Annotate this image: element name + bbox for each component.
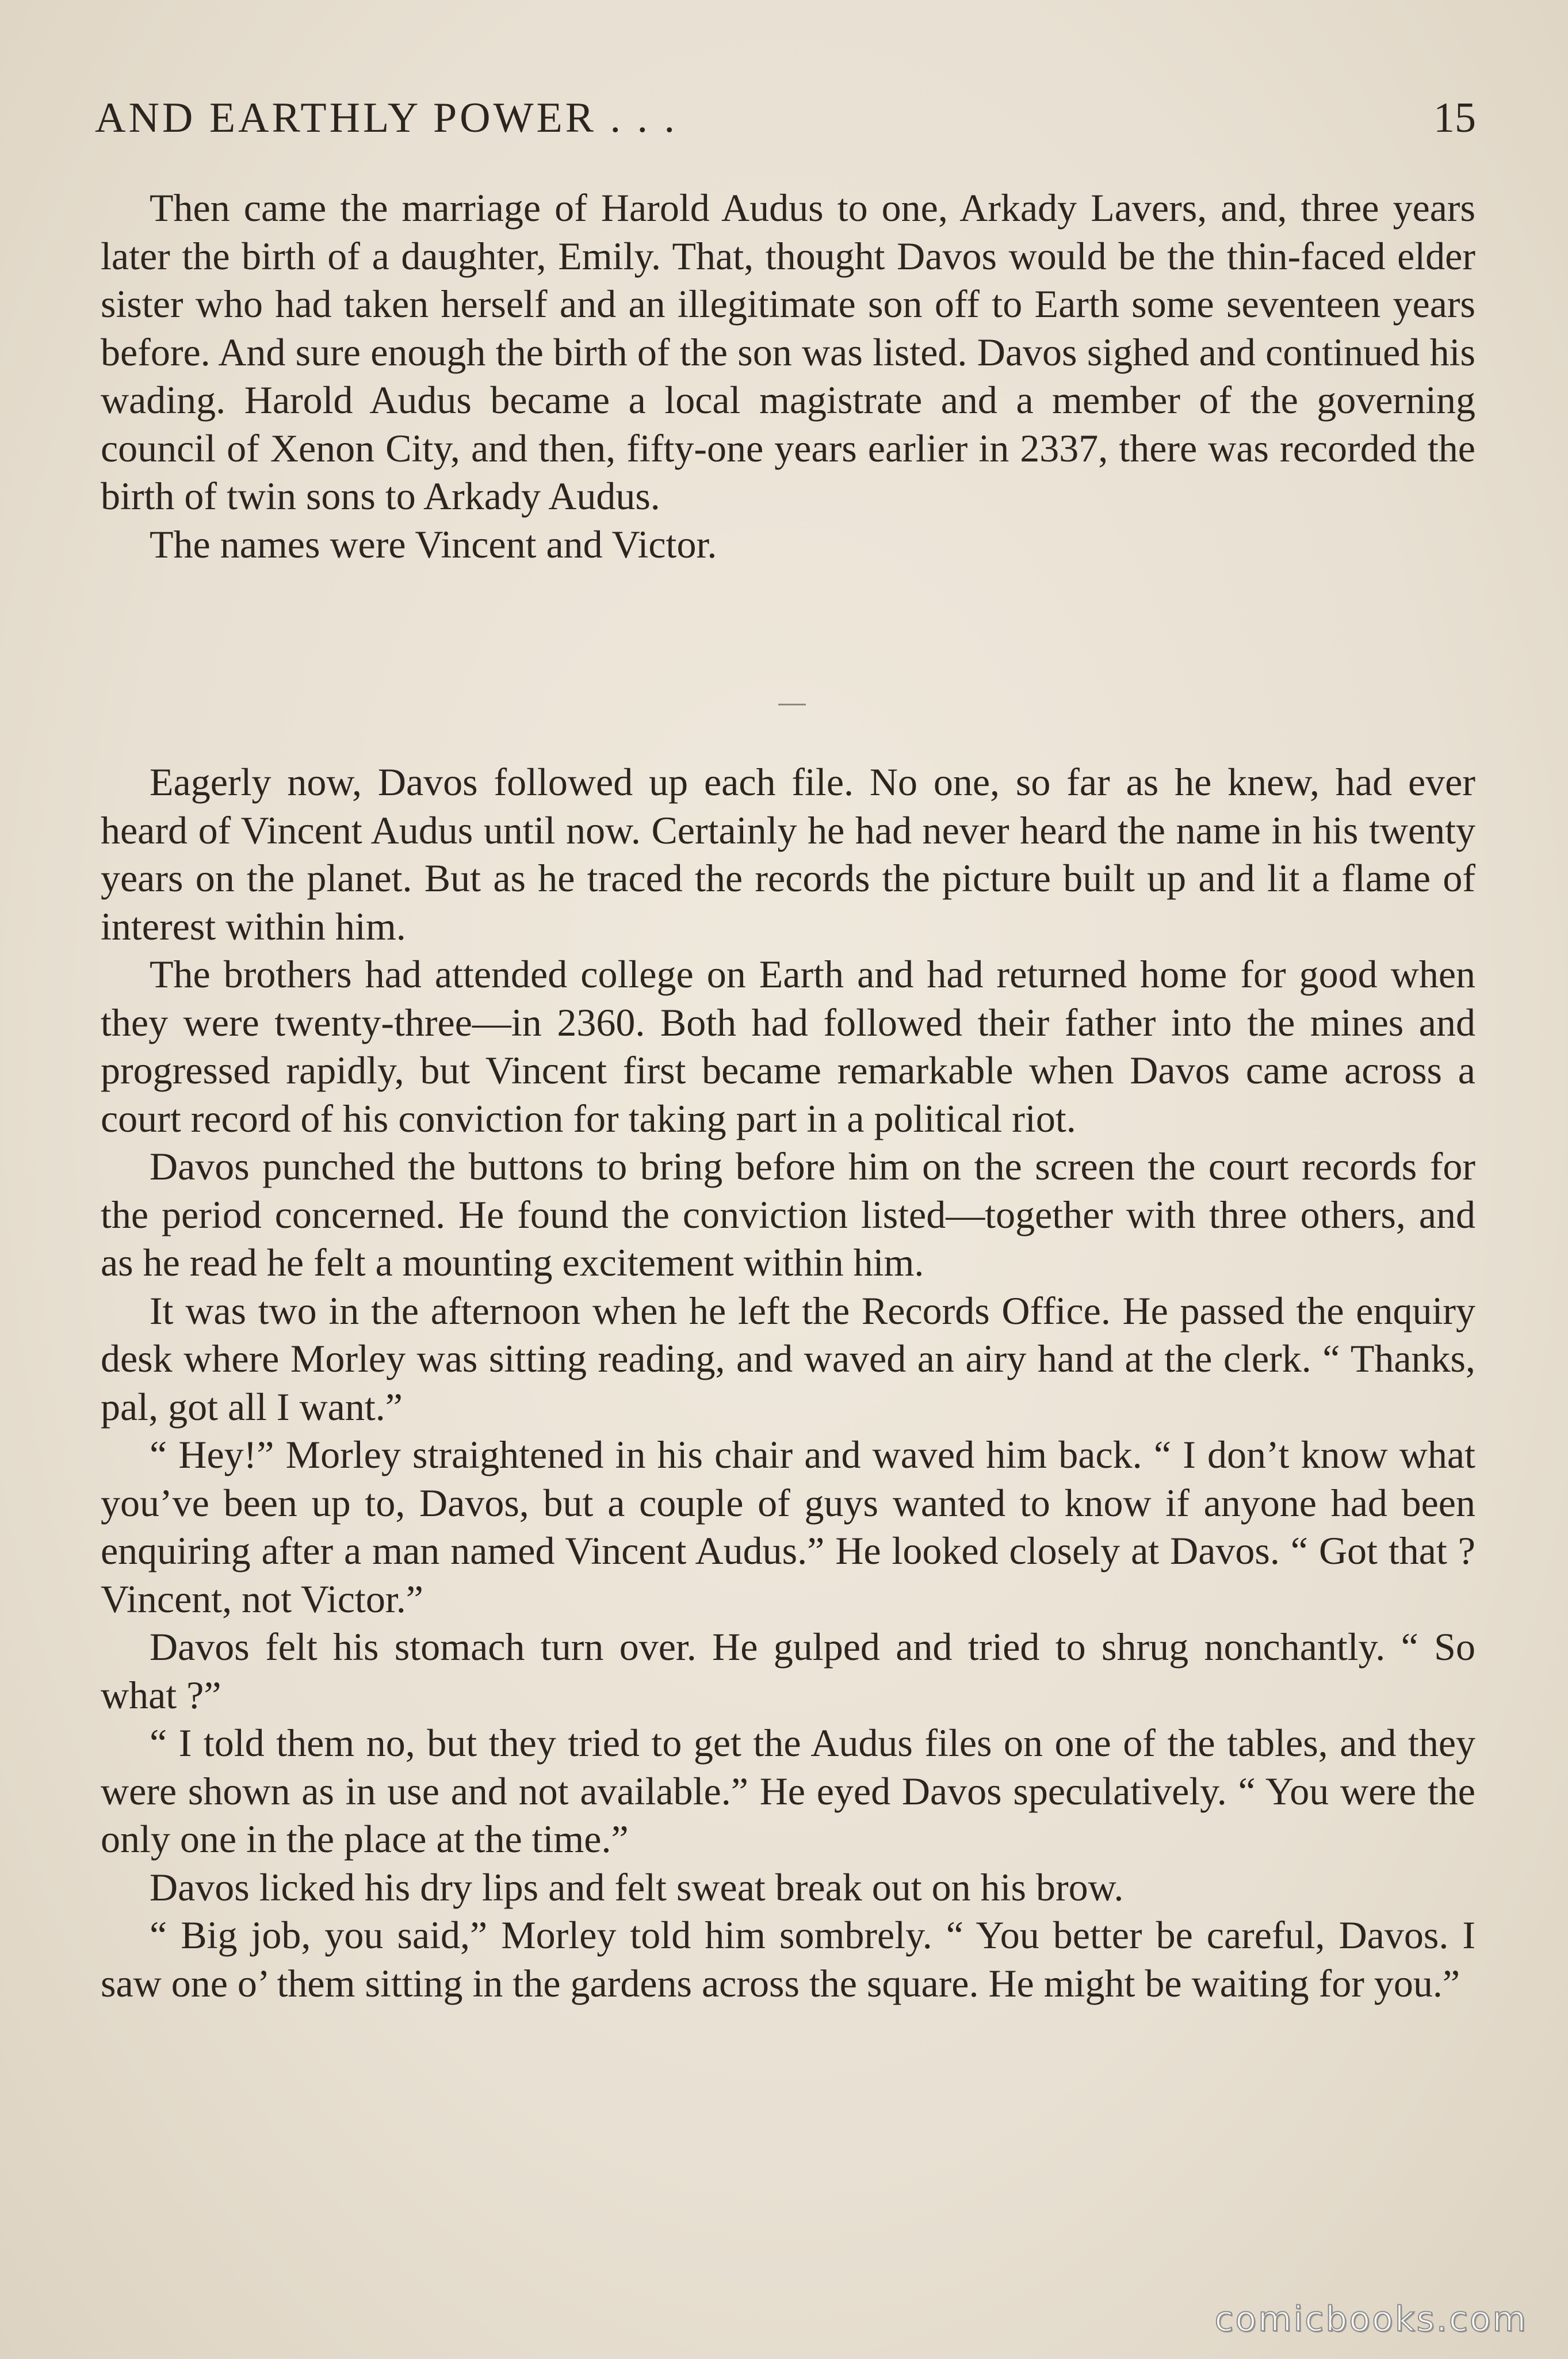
paragraph: The brothers had attended college on Earth and had returned home for good when they were twenty-three—in 2360. Both had followed their father into the mines and progressed rapidly, but Vincent first became remarkable when Davos came across a court record of his conviction for taking part in a political riot.	[101, 952, 1475, 1140]
paragraph: It was two in the afternoon when he left the Records Office. He passed the enquiry desk where Morley was sitting reading, and waved an airy hand at the clerk. “ Thanks, pal, got all I want.”	[101, 1288, 1475, 1429]
paragraph: Davos punched the buttons to bring before him on the screen the court records for the period concerned. He found the conviction listed—together with three others, and as he read he felt a mounting excitement within him.	[101, 1144, 1475, 1284]
section-break	[778, 704, 806, 705]
paragraph: Davos felt his stomach turn over. He gulped and tried to shrug nonchantly. “ So what ?”	[101, 1625, 1475, 1717]
paragraph: “ I told them no, but they tried to get the Audus files on one of the tables, and they were shown as in use and not available.” He eyed Davos speculatively. “ You were the only one in the place at the time.”	[101, 1721, 1475, 1861]
text-block-bottom	[101, 758, 1475, 2007]
page-number: 15	[1433, 94, 1476, 142]
paragraph: Then came the marriage of Harold Audus to one, Arkady Lavers, and, three years later the birth of a daughter, Emily. That, thought Davos would be the thin-faced elder sister who had taken herself and an illegitimate son off to Earth some seventeen years before. And sure enough the birth of the son was listed. Davos sighed and continued his wading. Harold Audus became a local magistrate and a member of the governing council of Xenon City, and then, fifty-one years earlier in 2337, there was recorded the birth of twin sons to Arkady Audus.	[101, 186, 1475, 518]
paragraph: Eagerly now, Davos followed up each file. No one, so far as he knew, had ever heard of Vincent Audus until now. Certainly he had never heard the name in his twenty years on the planet. But as he traced the records the picture built up and lit a flame of interest within him.	[101, 760, 1475, 948]
page-header	[95, 86, 1476, 150]
paragraph: “ Big job, you said,” Morley told him sombrely. “ You better be careful, Davos. I saw one o’ them sitting in the gardens across the square. He might be waiting for you.”	[101, 1913, 1475, 2005]
paragraph: “ Hey!” Morley straightened in his chair and waved him back. “ I don’t know what you’ve been up to, Davos, but a couple of guys wanted to know if anyone had been enquiring after a man named Vincent Audus.” He looked closely at Davos. “ Got that ? Vincent, not Victor.”	[101, 1433, 1475, 1621]
paragraph: Davos licked his dry lips and felt sweat break out on his brow.	[150, 1865, 1124, 1909]
text-block-top	[101, 184, 1475, 568]
watermark: comicbooks.com	[1214, 2299, 1528, 2339]
running-title: AND EARTHLY POWER . . .	[95, 94, 678, 142]
paragraph: The names were Vincent and Victor.	[150, 522, 717, 566]
